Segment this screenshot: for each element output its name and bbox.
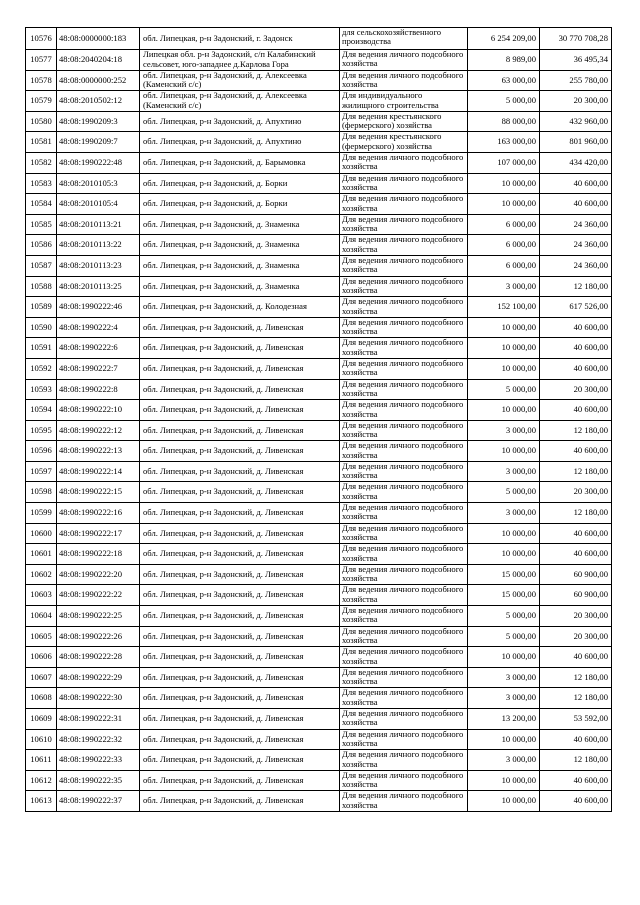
area-cell: 8 989,00	[468, 50, 540, 71]
table-row	[26, 132, 612, 153]
land-plot-registry-table	[25, 27, 612, 812]
cadastral-number-cell: 48:08:1990209:7	[57, 132, 140, 153]
cadastral-number-cell: 48:08:1990222:29	[57, 667, 140, 688]
land-use-cell: Для ведения личного подсобного хозяйства	[340, 482, 468, 503]
cadastral-number-cell: 48:08:1990222:31	[57, 709, 140, 730]
cadastral-value-cell: 432 960,00	[540, 111, 612, 132]
land-use-cell: Для ведения личного подсобного хозяйства	[340, 461, 468, 482]
area-cell: 13 200,00	[468, 709, 540, 730]
address-cell: обл. Липецкая, р-н Задонский, д. Ливенская	[140, 667, 340, 688]
address-cell: обл. Липецкая, р-н Задонский, д. Ливенская	[140, 709, 340, 730]
cadastral-number-cell: 48:08:1990222:12	[57, 420, 140, 441]
area-cell: 5 000,00	[468, 91, 540, 112]
area-cell: 6 000,00	[468, 255, 540, 276]
area-cell: 5 000,00	[468, 606, 540, 627]
table-row	[26, 70, 612, 91]
table-row	[26, 523, 612, 544]
area-cell: 10 000,00	[468, 729, 540, 750]
address-cell: обл. Липецкая, р-н Задонский, д. Ливенская	[140, 626, 340, 647]
cadastral-value-cell: 40 600,00	[540, 194, 612, 215]
land-use-cell: Для ведения личного подсобного хозяйства	[340, 400, 468, 421]
row-number-cell: 10602	[26, 564, 57, 585]
area-cell: 10 000,00	[468, 173, 540, 194]
row-number-cell: 10593	[26, 379, 57, 400]
cadastral-number-cell: 48:08:1990222:16	[57, 503, 140, 524]
address-cell: Липецкая обл. р-н Задонский, с/п Калабинский сельсовет, юго-западнее д.Карлова Гора	[140, 50, 340, 71]
address-cell: обл. Липецкая, р-н Задонский, д. Ливенская	[140, 791, 340, 812]
cadastral-number-cell: 48:08:2010113:22	[57, 235, 140, 256]
address-cell: обл. Липецкая, р-н Задонский, д. Алексеевка (Каменский с/с)	[140, 70, 340, 91]
land-use-cell: Для ведения личного подсобного хозяйства	[340, 276, 468, 297]
land-use-cell: Для ведения крестьянского (фермерского) хозяйства	[340, 132, 468, 153]
address-cell: обл. Липецкая, р-н Задонский, д. Ливенская	[140, 564, 340, 585]
table-row	[26, 317, 612, 338]
row-number-cell: 10586	[26, 235, 57, 256]
row-number-cell: 10612	[26, 770, 57, 791]
cadastral-number-cell: 48:08:1990209:3	[57, 111, 140, 132]
table-row	[26, 461, 612, 482]
cadastral-number-cell: 48:08:1990222:8	[57, 379, 140, 400]
table-row	[26, 28, 612, 50]
area-cell: 6 254 209,00	[468, 28, 540, 50]
cadastral-number-cell: 48:08:2010113:23	[57, 255, 140, 276]
cadastral-number-cell: 48:08:1990222:17	[57, 523, 140, 544]
cadastral-value-cell: 12 180,00	[540, 503, 612, 524]
area-cell: 10 000,00	[468, 400, 540, 421]
registry-table-body	[26, 28, 612, 812]
area-cell: 5 000,00	[468, 482, 540, 503]
cadastral-value-cell: 60 900,00	[540, 564, 612, 585]
land-use-cell: Для ведения личного подсобного хозяйства	[340, 770, 468, 791]
cadastral-value-cell: 20 300,00	[540, 626, 612, 647]
cadastral-number-cell: 48:08:1990222:18	[57, 544, 140, 565]
cadastral-number-cell: 48:08:1990222:6	[57, 338, 140, 359]
row-number-cell: 10584	[26, 194, 57, 215]
land-use-cell: Для ведения личного подсобного хозяйства	[340, 235, 468, 256]
land-use-cell: Для ведения личного подсобного хозяйства	[340, 173, 468, 194]
address-cell: обл. Липецкая, р-н Задонский, д. Апухтино	[140, 111, 340, 132]
area-cell: 107 000,00	[468, 152, 540, 173]
address-cell: обл. Липецкая, р-н Задонский, д. Апухтино	[140, 132, 340, 153]
row-number-cell: 10603	[26, 585, 57, 606]
land-use-cell: Для ведения личного подсобного хозяйства	[340, 626, 468, 647]
address-cell: обл. Липецкая, р-н Задонский, д. Колодезная	[140, 297, 340, 318]
land-use-cell: Для ведения личного подсобного хозяйства	[340, 585, 468, 606]
table-row	[26, 276, 612, 297]
land-use-cell: Для ведения личного подсобного хозяйства	[340, 338, 468, 359]
address-cell: обл. Липецкая, р-н Задонский, д. Ливенская	[140, 400, 340, 421]
row-number-cell: 10595	[26, 420, 57, 441]
address-cell: обл. Липецкая, р-н Задонский, д. Барымовка	[140, 152, 340, 173]
land-use-cell: Для ведения личного подсобного хозяйства	[340, 606, 468, 627]
cadastral-number-cell: 48:08:2010113:21	[57, 214, 140, 235]
area-cell: 10 000,00	[468, 791, 540, 812]
table-row	[26, 338, 612, 359]
address-cell: обл. Липецкая, р-н Задонский, д. Знаменка	[140, 255, 340, 276]
cadastral-value-cell: 40 600,00	[540, 358, 612, 379]
address-cell: обл. Липецкая, р-н Задонский, г. Задонск	[140, 28, 340, 50]
cadastral-value-cell: 40 600,00	[540, 791, 612, 812]
cadastral-number-cell: 48:08:2010113:25	[57, 276, 140, 297]
table-row	[26, 235, 612, 256]
area-cell: 5 000,00	[468, 626, 540, 647]
cadastral-number-cell: 48:08:1990222:37	[57, 791, 140, 812]
area-cell: 10 000,00	[468, 523, 540, 544]
land-use-cell: Для ведения личного подсобного хозяйства	[340, 214, 468, 235]
cadastral-value-cell: 40 600,00	[540, 544, 612, 565]
land-use-cell: Для ведения личного подсобного хозяйства	[340, 503, 468, 524]
address-cell: обл. Липецкая, р-н Задонский, д. Ливенская	[140, 729, 340, 750]
row-number-cell: 10605	[26, 626, 57, 647]
cadastral-number-cell: 48:08:1990222:14	[57, 461, 140, 482]
table-row	[26, 400, 612, 421]
row-number-cell: 10607	[26, 667, 57, 688]
land-use-cell: Для ведения личного подсобного хозяйства	[340, 523, 468, 544]
row-number-cell: 10576	[26, 28, 57, 50]
row-number-cell: 10606	[26, 647, 57, 668]
cadastral-value-cell: 40 600,00	[540, 400, 612, 421]
cadastral-number-cell: 48:08:1990222:20	[57, 564, 140, 585]
cadastral-number-cell: 48:08:1990222:32	[57, 729, 140, 750]
cadastral-value-cell: 255 780,00	[540, 70, 612, 91]
table-row	[26, 729, 612, 750]
land-use-cell: Для ведения личного подсобного хозяйства	[340, 152, 468, 173]
land-use-cell: Для ведения личного подсобного хозяйства	[340, 667, 468, 688]
cadastral-value-cell: 12 180,00	[540, 420, 612, 441]
area-cell: 88 000,00	[468, 111, 540, 132]
row-number-cell: 10590	[26, 317, 57, 338]
cadastral-number-cell: 48:08:2040204:18	[57, 50, 140, 71]
address-cell: обл. Липецкая, р-н Задонский, д. Знаменка	[140, 276, 340, 297]
table-row	[26, 379, 612, 400]
address-cell: обл. Липецкая, р-н Задонский, д. Ливенская	[140, 358, 340, 379]
area-cell: 6 000,00	[468, 214, 540, 235]
table-row	[26, 647, 612, 668]
area-cell: 10 000,00	[468, 358, 540, 379]
row-number-cell: 10588	[26, 276, 57, 297]
row-number-cell: 10587	[26, 255, 57, 276]
cadastral-value-cell: 60 900,00	[540, 585, 612, 606]
cadastral-number-cell: 48:08:1990222:28	[57, 647, 140, 668]
table-row	[26, 626, 612, 647]
cadastral-value-cell: 434 420,00	[540, 152, 612, 173]
cadastral-number-cell: 48:08:2010105:3	[57, 173, 140, 194]
table-row	[26, 297, 612, 318]
land-use-cell: Для ведения крестьянского (фермерского) хозяйства	[340, 111, 468, 132]
cadastral-value-cell: 12 180,00	[540, 461, 612, 482]
address-cell: обл. Липецкая, р-н Задонский, д. Борки	[140, 194, 340, 215]
row-number-cell: 10599	[26, 503, 57, 524]
cadastral-number-cell: 48:08:1990222:15	[57, 482, 140, 503]
row-number-cell: 10578	[26, 70, 57, 91]
land-use-cell: Для ведения личного подсобного хозяйства	[340, 544, 468, 565]
cadastral-number-cell: 48:08:2010502:12	[57, 91, 140, 112]
row-number-cell: 10613	[26, 791, 57, 812]
cadastral-value-cell: 20 300,00	[540, 482, 612, 503]
row-number-cell: 10591	[26, 338, 57, 359]
cadastral-value-cell: 40 600,00	[540, 338, 612, 359]
cadastral-number-cell: 48:08:1990222:25	[57, 606, 140, 627]
table-row	[26, 358, 612, 379]
table-row	[26, 173, 612, 194]
cadastral-value-cell: 40 600,00	[540, 523, 612, 544]
cadastral-number-cell: 48:08:1990222:13	[57, 441, 140, 462]
table-row	[26, 152, 612, 173]
cadastral-value-cell: 12 180,00	[540, 276, 612, 297]
cadastral-value-cell: 40 600,00	[540, 770, 612, 791]
cadastral-value-cell: 36 495,34	[540, 50, 612, 71]
cadastral-number-cell: 48:08:1990222:10	[57, 400, 140, 421]
cadastral-number-cell: 48:08:1990222:7	[57, 358, 140, 379]
land-use-cell: Для ведения личного подсобного хозяйства	[340, 791, 468, 812]
address-cell: обл. Липецкая, р-н Задонский, д. Ливенская	[140, 317, 340, 338]
cadastral-number-cell: 48:08:1990222:22	[57, 585, 140, 606]
table-row	[26, 194, 612, 215]
cadastral-number-cell: 48:08:1990222:33	[57, 750, 140, 771]
address-cell: обл. Липецкая, р-н Задонский, д. Ливенская	[140, 338, 340, 359]
land-use-cell: Для ведения личного подсобного хозяйства	[340, 255, 468, 276]
cadastral-number-cell: 48:08:0000000:183	[57, 28, 140, 50]
cadastral-value-cell: 40 600,00	[540, 647, 612, 668]
area-cell: 10 000,00	[468, 338, 540, 359]
row-number-cell: 10594	[26, 400, 57, 421]
table-row	[26, 564, 612, 585]
address-cell: обл. Липецкая, р-н Задонский, д. Ливенская	[140, 482, 340, 503]
row-number-cell: 10577	[26, 50, 57, 71]
cadastral-number-cell: 48:08:1990222:46	[57, 297, 140, 318]
area-cell: 3 000,00	[468, 503, 540, 524]
table-row	[26, 91, 612, 112]
address-cell: обл. Липецкая, р-н Задонский, д. Ливенская	[140, 441, 340, 462]
cadastral-value-cell: 20 300,00	[540, 91, 612, 112]
row-number-cell: 10581	[26, 132, 57, 153]
area-cell: 163 000,00	[468, 132, 540, 153]
cadastral-number-cell: 48:08:2010105:4	[57, 194, 140, 215]
cadastral-value-cell: 24 360,00	[540, 255, 612, 276]
row-number-cell: 10583	[26, 173, 57, 194]
row-number-cell: 10592	[26, 358, 57, 379]
area-cell: 10 000,00	[468, 441, 540, 462]
address-cell: обл. Липецкая, р-н Задонский, д. Ливенская	[140, 420, 340, 441]
address-cell: обл. Липецкая, р-н Задонский, д. Борки	[140, 173, 340, 194]
cadastral-value-cell: 12 180,00	[540, 688, 612, 709]
area-cell: 63 000,00	[468, 70, 540, 91]
row-number-cell: 10598	[26, 482, 57, 503]
land-use-cell: Для индивидуального жилищного строительства	[340, 91, 468, 112]
row-number-cell: 10601	[26, 544, 57, 565]
land-use-cell: Для ведения личного подсобного хозяйства	[340, 750, 468, 771]
address-cell: обл. Липецкая, р-н Задонский, д. Ливенская	[140, 647, 340, 668]
table-row	[26, 585, 612, 606]
area-cell: 10 000,00	[468, 647, 540, 668]
cadastral-value-cell: 24 360,00	[540, 214, 612, 235]
row-number-cell: 10604	[26, 606, 57, 627]
table-row	[26, 482, 612, 503]
table-row	[26, 770, 612, 791]
land-use-cell: Для ведения личного подсобного хозяйства	[340, 729, 468, 750]
cadastral-value-cell: 24 360,00	[540, 235, 612, 256]
area-cell: 3 000,00	[468, 667, 540, 688]
table-row	[26, 544, 612, 565]
area-cell: 10 000,00	[468, 317, 540, 338]
address-cell: обл. Липецкая, р-н Задонский, д. Ливенская	[140, 688, 340, 709]
cadastral-value-cell: 40 600,00	[540, 317, 612, 338]
row-number-cell: 10589	[26, 297, 57, 318]
row-number-cell: 10597	[26, 461, 57, 482]
land-use-cell: Для ведения личного подсобного хозяйства	[340, 70, 468, 91]
land-use-cell: Для ведения личного подсобного хозяйства	[340, 441, 468, 462]
row-number-cell: 10596	[26, 441, 57, 462]
cadastral-value-cell: 20 300,00	[540, 606, 612, 627]
row-number-cell: 10610	[26, 729, 57, 750]
row-number-cell: 10611	[26, 750, 57, 771]
area-cell: 3 000,00	[468, 420, 540, 441]
table-row	[26, 50, 612, 71]
area-cell: 10 000,00	[468, 544, 540, 565]
land-use-cell: Для ведения личного подсобного хозяйства	[340, 358, 468, 379]
land-use-cell: Для ведения личного подсобного хозяйства	[340, 379, 468, 400]
land-use-cell: Для ведения личного подсобного хозяйства	[340, 317, 468, 338]
address-cell: обл. Липецкая, р-н Задонский, д. Ливенская	[140, 544, 340, 565]
row-number-cell: 10582	[26, 152, 57, 173]
cadastral-value-cell: 30 770 708,28	[540, 28, 612, 50]
area-cell: 3 000,00	[468, 750, 540, 771]
area-cell: 5 000,00	[468, 379, 540, 400]
land-use-cell: Для ведения личного подсобного хозяйства	[340, 709, 468, 730]
table-row	[26, 750, 612, 771]
address-cell: обл. Липецкая, р-н Задонский, д. Ливенская	[140, 379, 340, 400]
land-use-cell: Для ведения личного подсобного хозяйства	[340, 564, 468, 585]
cadastral-number-cell: 48:08:1990222:35	[57, 770, 140, 791]
row-number-cell: 10608	[26, 688, 57, 709]
table-row	[26, 709, 612, 730]
land-use-cell: Для ведения личного подсобного хозяйства	[340, 50, 468, 71]
address-cell: обл. Липецкая, р-н Задонский, д. Ливенская	[140, 750, 340, 771]
address-cell: обл. Липецкая, р-н Задонский, д. Знаменка	[140, 235, 340, 256]
row-number-cell: 10579	[26, 91, 57, 112]
cadastral-value-cell: 12 180,00	[540, 667, 612, 688]
address-cell: обл. Липецкая, р-н Задонский, д. Ливенская	[140, 606, 340, 627]
table-row	[26, 420, 612, 441]
cadastral-value-cell: 12 180,00	[540, 750, 612, 771]
table-row	[26, 667, 612, 688]
area-cell: 10 000,00	[468, 770, 540, 791]
area-cell: 10 000,00	[468, 194, 540, 215]
cadastral-value-cell: 617 526,00	[540, 297, 612, 318]
cadastral-number-cell: 48:08:0000000:252	[57, 70, 140, 91]
area-cell: 15 000,00	[468, 585, 540, 606]
address-cell: обл. Липецкая, р-н Задонский, д. Алексеевка (Каменский с/с)	[140, 91, 340, 112]
land-use-cell: Для ведения личного подсобного хозяйства	[340, 297, 468, 318]
cadastral-value-cell: 40 600,00	[540, 729, 612, 750]
land-use-cell: для сельскохозяйственного производства	[340, 28, 468, 50]
table-row	[26, 606, 612, 627]
row-number-cell: 10580	[26, 111, 57, 132]
area-cell: 15 000,00	[468, 564, 540, 585]
row-number-cell: 10585	[26, 214, 57, 235]
area-cell: 3 000,00	[468, 461, 540, 482]
address-cell: обл. Липецкая, р-н Задонский, д. Ливенская	[140, 503, 340, 524]
land-use-cell: Для ведения личного подсобного хозяйства	[340, 420, 468, 441]
address-cell: обл. Липецкая, р-н Задонский, д. Знаменка	[140, 214, 340, 235]
cadastral-number-cell: 48:08:1990222:48	[57, 152, 140, 173]
land-use-cell: Для ведения личного подсобного хозяйства	[340, 688, 468, 709]
table-row	[26, 791, 612, 812]
cadastral-value-cell: 53 592,00	[540, 709, 612, 730]
cadastral-value-cell: 20 300,00	[540, 379, 612, 400]
address-cell: обл. Липецкая, р-н Задонский, д. Ливенская	[140, 523, 340, 544]
cadastral-value-cell: 40 600,00	[540, 173, 612, 194]
land-use-cell: Для ведения личного подсобного хозяйства	[340, 194, 468, 215]
table-row	[26, 255, 612, 276]
cadastral-value-cell: 801 960,00	[540, 132, 612, 153]
table-row	[26, 214, 612, 235]
table-row	[26, 503, 612, 524]
area-cell: 152 100,00	[468, 297, 540, 318]
cadastral-number-cell: 48:08:1990222:4	[57, 317, 140, 338]
area-cell: 6 000,00	[468, 235, 540, 256]
address-cell: обл. Липецкая, р-н Задонский, д. Ливенская	[140, 585, 340, 606]
area-cell: 3 000,00	[468, 276, 540, 297]
row-number-cell: 10600	[26, 523, 57, 544]
row-number-cell: 10609	[26, 709, 57, 730]
table-row	[26, 441, 612, 462]
table-row	[26, 111, 612, 132]
area-cell: 3 000,00	[468, 688, 540, 709]
cadastral-value-cell: 40 600,00	[540, 441, 612, 462]
table-row	[26, 688, 612, 709]
address-cell: обл. Липецкая, р-н Задонский, д. Ливенская	[140, 770, 340, 791]
cadastral-number-cell: 48:08:1990222:26	[57, 626, 140, 647]
address-cell: обл. Липецкая, р-н Задонский, д. Ливенская	[140, 461, 340, 482]
cadastral-number-cell: 48:08:1990222:30	[57, 688, 140, 709]
land-use-cell: Для ведения личного подсобного хозяйства	[340, 647, 468, 668]
